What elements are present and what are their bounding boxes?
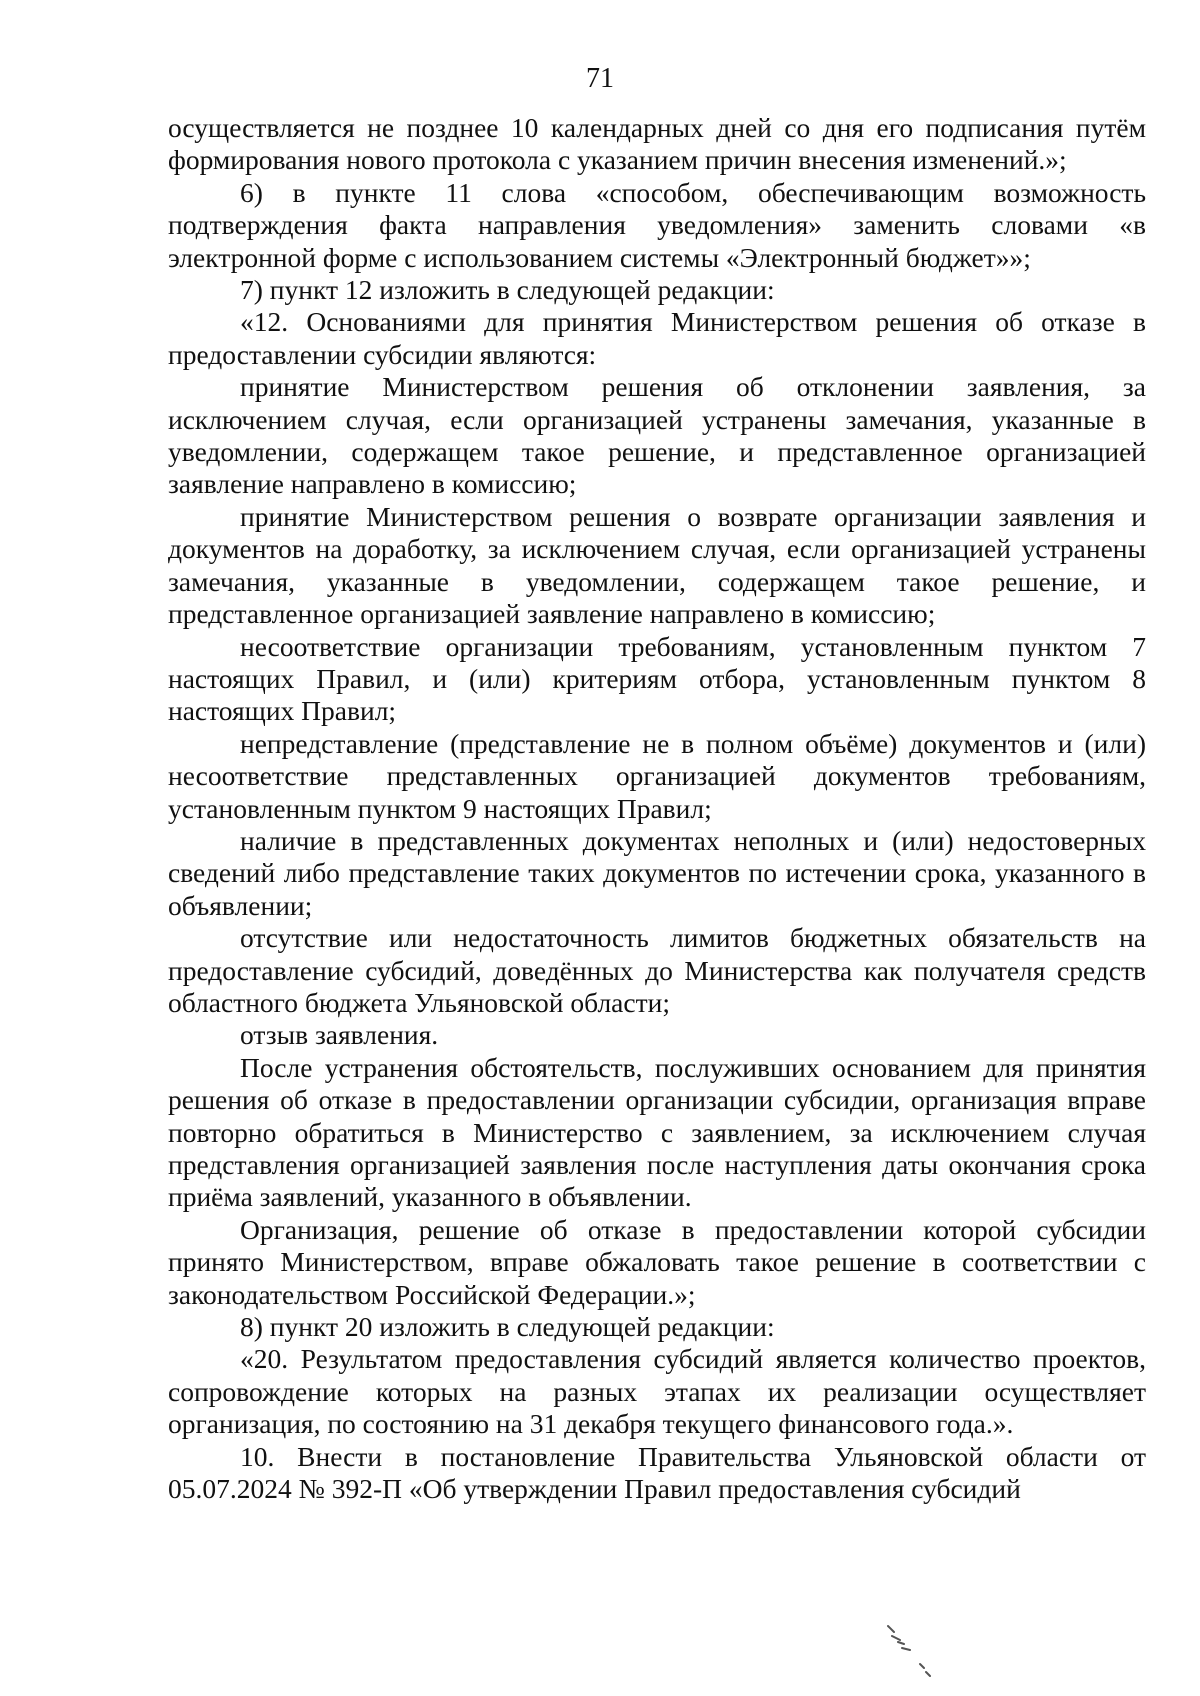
paragraph: отсутствие или недостаточность лимитов бюджетных обязательств на предоставление субсидий, доведённых до Министерства как получателя средств областного бюджета Ульяновской области; [168, 922, 1146, 1018]
paragraph: отзыв заявления. [240, 1019, 439, 1051]
handwritten-mark [880, 1620, 950, 1680]
paragraph: После устранения обстоятельств, послуживших основанием для принятия решения об отказе в предоставлении организации субсидии, организация вправе повторно обратиться в Министерство с заявлением, за исключением случая представления организацией заявления после наступления даты окончания срока приёма заявлений, указанного в объявлении. [168, 1051, 1146, 1213]
paragraph: наличие в представленных документах неполных и (или) недостоверных сведений либо представление таких документов по истечении срока, указанного в объявлении; [168, 824, 1146, 921]
paragraph: «20. Результатом предоставления субсидий является количество проектов, сопровождение которых на разных этапах их реализации осуществляет организация, по состоянию на 31 декабря текущего финансового года.». [168, 1343, 1146, 1440]
paragraph: несоответствие организации требованиям, установленным пунктом 7 настоящих Правил, и (или) критериям отбора, установленным пунктом 8 настоящих Правил; [168, 630, 1146, 727]
paragraph: осуществляется не позднее 10 календарных дней со дня его подписания путём формирования нового протокола с указанием причин внесения изменений.»; [168, 112, 1146, 176]
paragraph: 7) пункт 12 изложить в следующей редакции: [240, 274, 775, 306]
paragraph: 10. Внести в постановление Правительства Ульяновской области от 05.07.2024 № 392-П «Об утверждении Правил предоставления субсидий [168, 1440, 1146, 1505]
paragraph: принятие Министерством решения о возврате организации заявления и документов на доработку, за исключением случая, если организацией устранены замечания, указанные в уведомлении, содержащем такое решение, и представленное организацией заявление направлено в комиссию; [168, 500, 1146, 630]
paragraph: 6) в пункте 11 слова «способом, обеспечивающим возможность подтверждения факта направления уведомления» заменить словами «в электронной форме с использованием системы «Электронный бюджет»»; [168, 176, 1146, 273]
paragraph: Организация, решение об отказе в предоставлении которой субсидии принято Министерством, вправе обжаловать такое решение в соответствии с законодательством Российской Федерации.»; [168, 1213, 1146, 1310]
document-body [168, 112, 1146, 1505]
paragraph: принятие Министерством решения об отклонении заявления, за исключением случая, если организацией устранены замечания, указанные в уведомлении, содержащем такое решение, и представленное организацией заявление направлено в комиссию; [168, 371, 1146, 500]
paragraph: «12. Основаниями для принятия Министерством решения об отказе в предоставлении субсидии являются: [168, 306, 1146, 370]
paragraph: непредставление (представление не в полном объёме) документов и (или) несоответствие представленных организацией документов требованиям, установленным пунктом 9 настоящих Правил; [168, 727, 1146, 824]
paragraph: 8) пункт 20 изложить в следующей редакции: [240, 1311, 775, 1343]
page-number: 71 [586, 63, 614, 94]
